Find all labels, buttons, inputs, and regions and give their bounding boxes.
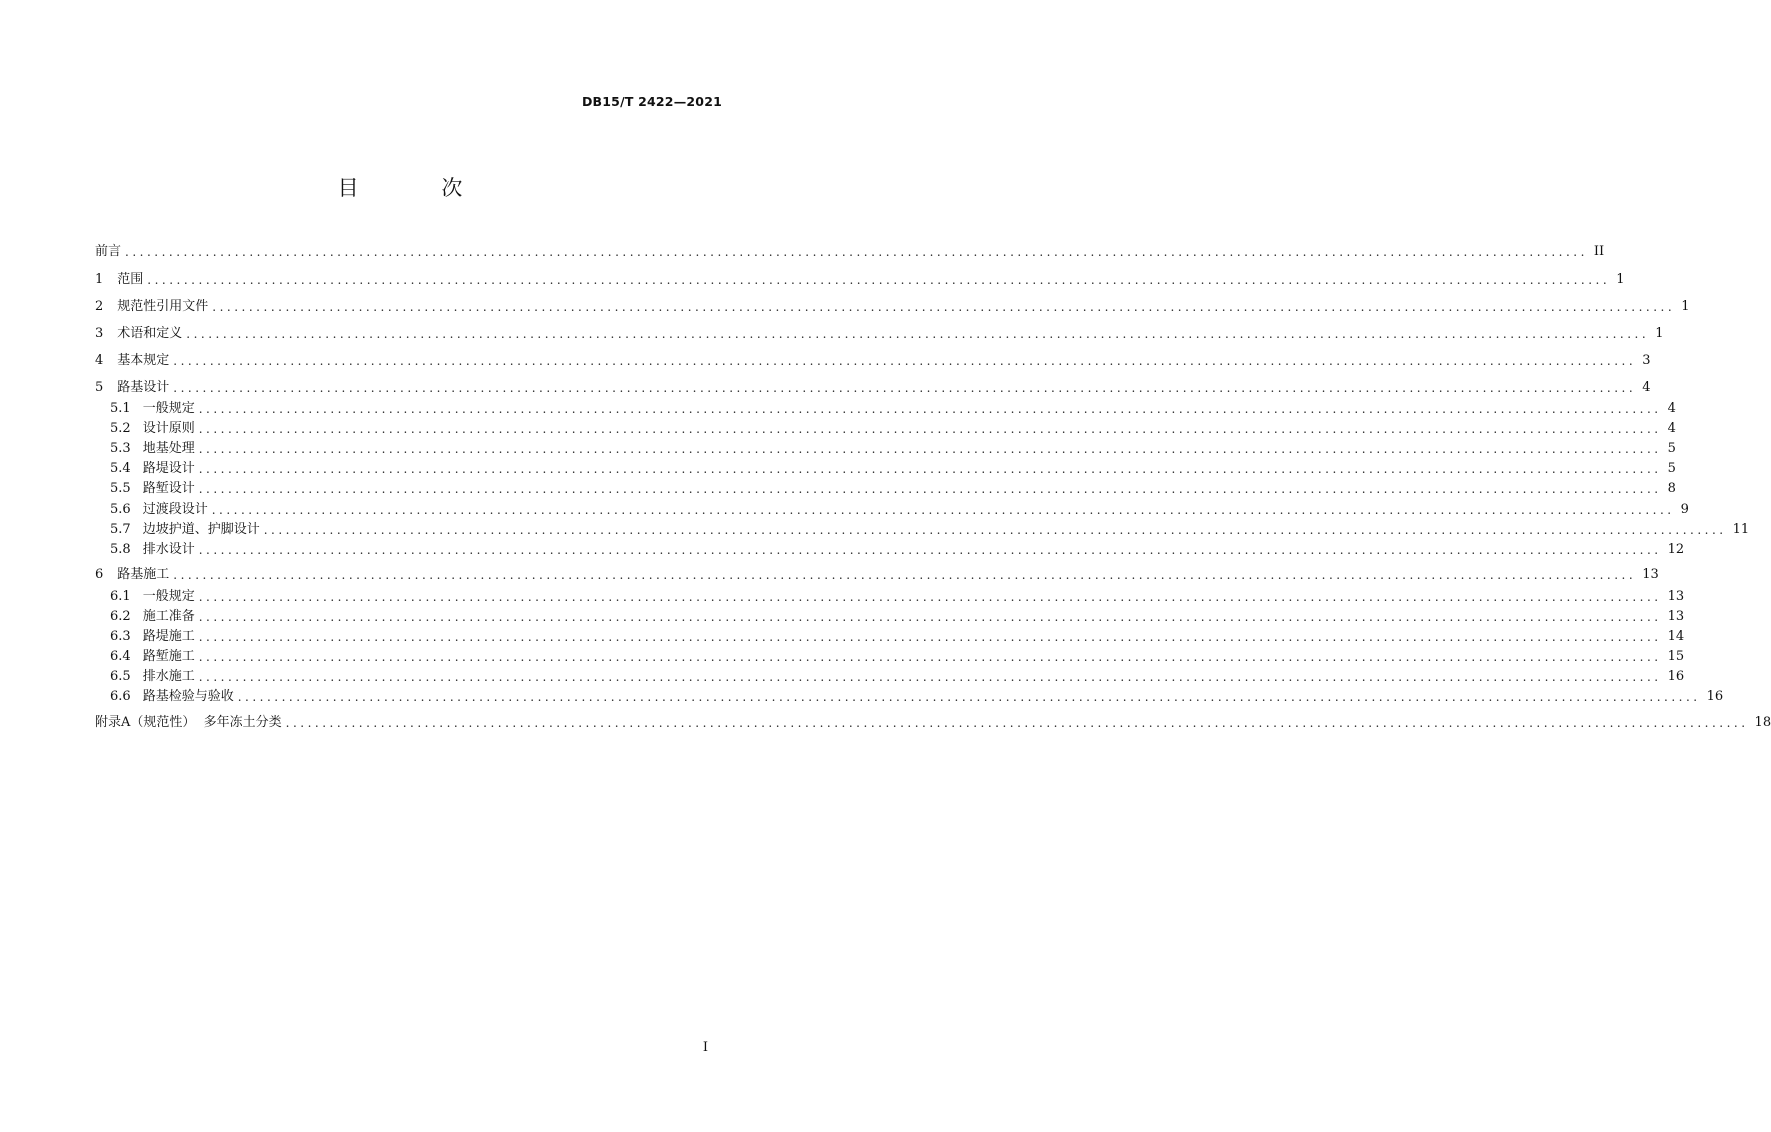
toc-entry[interactable] (95, 379, 1651, 397)
toc-entry-number: 6.5 (110, 669, 131, 684)
toc-entry-page: 11 (1732, 522, 1750, 537)
toc-leader-dots: ........................................................................................................................................................................................................ (173, 381, 1637, 395)
toc-entry[interactable] (110, 648, 1685, 666)
toc-entry-label: 边坡护道、护脚设计 (142, 522, 260, 537)
toc-entry[interactable] (95, 298, 1690, 316)
standard-code: DB15/T 2422—2021 (581, 94, 722, 109)
toc-entry-page: 1 (1655, 326, 1664, 341)
toc-entry-number: 6.6 (110, 689, 131, 704)
toc-leader-dots: ........................................................................................................................................................................................................ (186, 327, 1650, 341)
toc-entry-label: 路基检验与验收 (142, 689, 234, 704)
toc-entry-label: 路基设计 (117, 380, 170, 395)
toc-entry-number: 2 (95, 299, 104, 314)
toc-entry-label: 施工准备 (142, 609, 195, 624)
toc-entry-page: 15 (1667, 649, 1685, 664)
toc-leader-dots: ........................................................................................................................................................................................................ (198, 543, 1662, 557)
toc-entry-label: 过渡段设计 (142, 502, 208, 517)
toc-entry-label: 设计原则 (142, 421, 195, 436)
toc-entry[interactable] (110, 460, 1676, 478)
toc-entry-label: 基本规定 (117, 353, 170, 368)
toc-entry-page: 14 (1667, 629, 1685, 644)
toc-entry-label: 路堤设计 (142, 461, 195, 476)
toc-entry[interactable] (110, 521, 1750, 539)
toc-entry[interactable] (110, 420, 1676, 438)
toc-entry[interactable] (110, 440, 1676, 458)
toc-entry-page: 5 (1667, 461, 1676, 476)
toc-entry-number: 6.2 (110, 609, 131, 624)
toc-leader-dots: ........................................................................................................................................................................................................ (147, 273, 1611, 287)
toc-entry-number: 5.2 (110, 421, 131, 436)
toc-leader-dots: ........................................................................................................................................................................................................ (173, 568, 1637, 582)
toc-entry-page: 4 (1642, 380, 1651, 395)
toc-leader-dots: ........................................................................................................................................................................................................ (173, 354, 1637, 368)
toc-entry[interactable] (110, 400, 1676, 418)
toc-entry-number: 5 (95, 380, 104, 395)
toc-entry[interactable] (110, 688, 1724, 706)
toc-entry-number: 6 (95, 567, 104, 582)
toc-entry-label: 一般规定 (142, 589, 195, 604)
toc-entry-label: 附录A（规范性） 多年冻土分类 (95, 715, 282, 730)
toc-leader-dots: ........................................................................................................................................................................................................ (198, 610, 1662, 624)
toc-entry-page: 13 (1667, 609, 1685, 624)
toc-leader-dots: ........................................................................................................................................................................................................ (211, 503, 1675, 517)
toc-leader-dots: ........................................................................................................................................................................................................ (237, 690, 1701, 704)
toc-entry-number: 6.1 (110, 589, 131, 604)
toc-entry-page: 8 (1667, 481, 1676, 496)
toc-entry-page: 12 (1667, 542, 1685, 557)
toc-entry-page: 3 (1642, 353, 1651, 368)
toc-entry-label: 规范性引用文件 (117, 299, 209, 314)
toc-entry-page: 16 (1667, 669, 1685, 684)
toc-entry[interactable] (110, 628, 1685, 646)
toc-entry-label: 路堤施工 (142, 629, 195, 644)
toc-entry-page: 13 (1642, 567, 1659, 582)
toc-leader-dots: ........................................................................................................................................................................................................ (198, 462, 1662, 476)
toc-entry-number: 5.5 (110, 481, 131, 496)
toc-entry[interactable] (95, 325, 1664, 343)
toc-entry-page: 5 (1667, 441, 1676, 456)
toc-entry-number: 5.8 (110, 542, 131, 557)
toc-entry-number: 5.1 (110, 401, 131, 416)
toc-leader-dots: ........................................................................................................................................................................................................ (198, 422, 1662, 436)
toc-leader-dots: ........................................................................................................................................................................................................ (212, 300, 1676, 314)
toc-leader-dots: ........................................................................................................................................................................................................ (125, 245, 1588, 259)
toc-entry[interactable] (110, 588, 1685, 606)
toc-entry-label: 一般规定 (142, 401, 195, 416)
toc-entry-page: 9 (1680, 502, 1689, 517)
toc-leader-dots: ........................................................................................................................................................................................................ (198, 402, 1662, 416)
toc-leader-dots: ........................................................................................................................................................................................................ (198, 442, 1662, 456)
toc-leader-dots: ........................................................................................................................................................................................................ (198, 650, 1662, 664)
toc-entry[interactable] (110, 501, 1689, 519)
toc-entry-page: II (1593, 244, 1605, 259)
toc-entry-number: 6.3 (110, 629, 131, 644)
toc-leader-dots: ........................................................................................................................................................................................................ (198, 670, 1662, 684)
toc-entry-label: 路堑施工 (142, 649, 195, 664)
toc-entry-page: 16 (1706, 689, 1724, 704)
toc-entry-label: 排水设计 (142, 542, 195, 557)
page-number: I (702, 1040, 708, 1055)
toc-entry-label: 术语和定义 (117, 326, 183, 341)
toc-entry-page: 4 (1667, 421, 1676, 436)
toc-entry-page: 13 (1667, 589, 1685, 604)
toc-entry-page: 18 (1754, 715, 1771, 730)
toc-leader-dots: ........................................................................................................................................................................................................ (285, 716, 1749, 730)
toc-entry-number: 4 (95, 353, 104, 368)
toc-entry-page: 1 (1681, 299, 1690, 314)
toc-entry-label: 范围 (117, 272, 144, 287)
toc-leader-dots: ........................................................................................................................................................................................................ (263, 523, 1727, 537)
toc-entry-label: 地基处理 (142, 441, 195, 456)
toc-entry-page: 1 (1616, 272, 1625, 287)
toc-leader-dots: ........................................................................................................................................................................................................ (198, 590, 1662, 604)
toc-entry-number: 5.6 (110, 502, 131, 517)
toc-entry[interactable] (110, 480, 1676, 498)
toc-entry-page: 4 (1667, 401, 1676, 416)
toc-entry[interactable] (95, 271, 1625, 289)
toc-leader-dots: ........................................................................................................................................................................................................ (198, 630, 1662, 644)
toc-entry-number: 3 (95, 326, 104, 341)
toc-entry-label: 路堑设计 (142, 481, 195, 496)
toc-entry[interactable] (95, 243, 1605, 261)
toc-entry[interactable] (110, 541, 1685, 559)
toc-title: 目 次 (337, 176, 501, 200)
toc-entry[interactable] (110, 608, 1685, 626)
toc-entry-number: 6.4 (110, 649, 131, 664)
toc-entry[interactable] (95, 714, 1771, 732)
toc-entry-number: 5.3 (110, 441, 131, 456)
toc-entry-label: 排水施工 (142, 669, 195, 684)
toc-entry-number: 5.7 (110, 522, 131, 537)
toc-entry-number: 1 (95, 272, 104, 287)
toc-entry[interactable] (110, 668, 1685, 686)
toc-leader-dots: ........................................................................................................................................................................................................ (198, 482, 1662, 496)
toc-entry-label: 路基施工 (117, 567, 170, 582)
toc-entry-number: 5.4 (110, 461, 131, 476)
toc-entry[interactable] (95, 566, 1659, 584)
toc-entry-label: 前言 (95, 244, 122, 259)
toc-entry[interactable] (95, 352, 1651, 370)
